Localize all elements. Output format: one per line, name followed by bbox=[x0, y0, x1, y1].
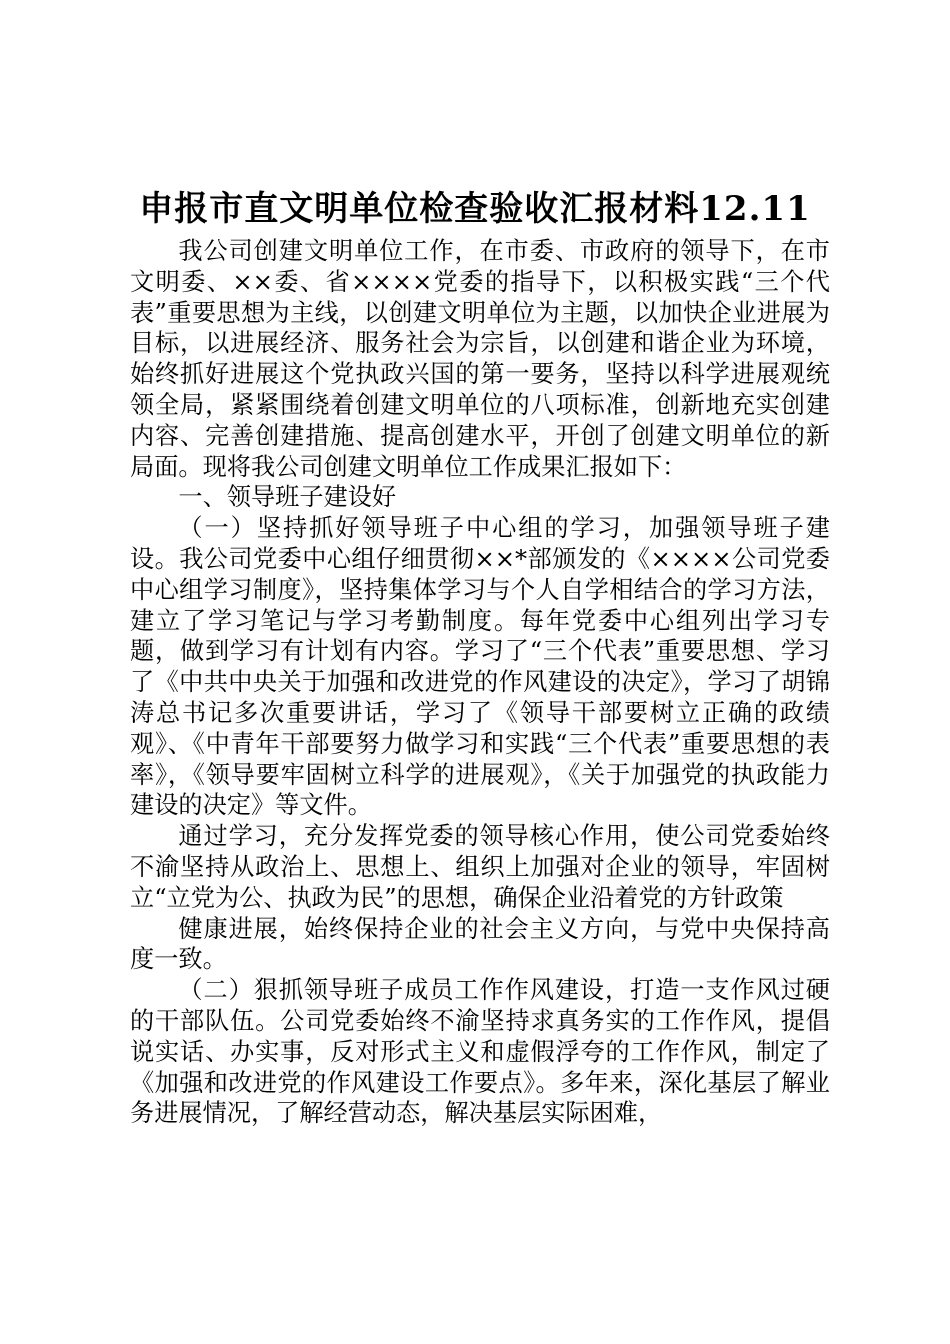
document-body bbox=[130, 236, 830, 1129]
paragraph-through-study: 通过学习，充分发挥党委的领导核心作用，使公司党委始终不渝坚持从政治上、思想上、组织上加强对企业的领导，牢固树立“立党为公、执政为民”的思想，确保企业沿着党的方针政策 bbox=[130, 822, 830, 912]
section-heading-leadership: 一、领导班子建设好 bbox=[178, 483, 397, 512]
document-title: 申报市直文明单位检查验收汇报材料12.11 bbox=[139, 189, 811, 229]
paragraph-intro: 我公司创建文明单位工作，在市委、市政府的领导下，在市文明委、××委、省××××党委的指导下，以积极实践“三个代表”重要思想为主线，以创建文明单位为主题，以加快企业进展为目标，以进展经济、服务社会为宗旨，以创建和谐企业为环境，始终抓好进展这个党执政兴国的第一要务，坚持以科学进展观统领全局，紧紧围绕着创建文明单位的八项标准，创新地充实创建内容、完善创建措施、提高创建水平，开创了创建文明单位的新局面。现将我公司创建文明单位工作成果汇报如下： bbox=[130, 237, 830, 481]
paragraph-healthy-development: 健康进展，始终保持企业的社会主义方向，与党中央保持高度一致。 bbox=[130, 914, 830, 974]
paragraph-study: （一）坚持抓好领导班子中心组的学习，加强领导班子建设。我公司党委中心组仔细贯彻××*部颁发的《××××公司党委中心组学习制度》，坚持集体学习与个人自学相结合的学习方法，建立了学习笔记与学习考勤制度。每年党委中心组列出学习专题，做到学习有计划有内容。学习了“三个代表”重要思想、学习了《中共中央关于加强和改进党的作风建设的决定》，学习了胡锦涛总书记多次重要讲话，学习了《领导干部要树立正确的政绩观》、《中青年干部要努力做学习和实践“三个代表”重要思想的表率》，《领导要牢固树立科学的进展观》，《关于加强党的执政能力建设的决定》等文件。 bbox=[130, 514, 830, 820]
paragraph-work-style: （二）狠抓领导班子成员工作作风建设，打造一支作风过硬的干部队伍。公司党委始终不渝坚持求真务实的工作作风，提倡说实话、办实事，反对形式主义和虚假浮夸的工作作风，制定了《加强和改进党的作风建设工作要点》。多年来，深化基层了解业务进展情况，了解经营动态，解决基层实际困难， bbox=[130, 976, 830, 1128]
